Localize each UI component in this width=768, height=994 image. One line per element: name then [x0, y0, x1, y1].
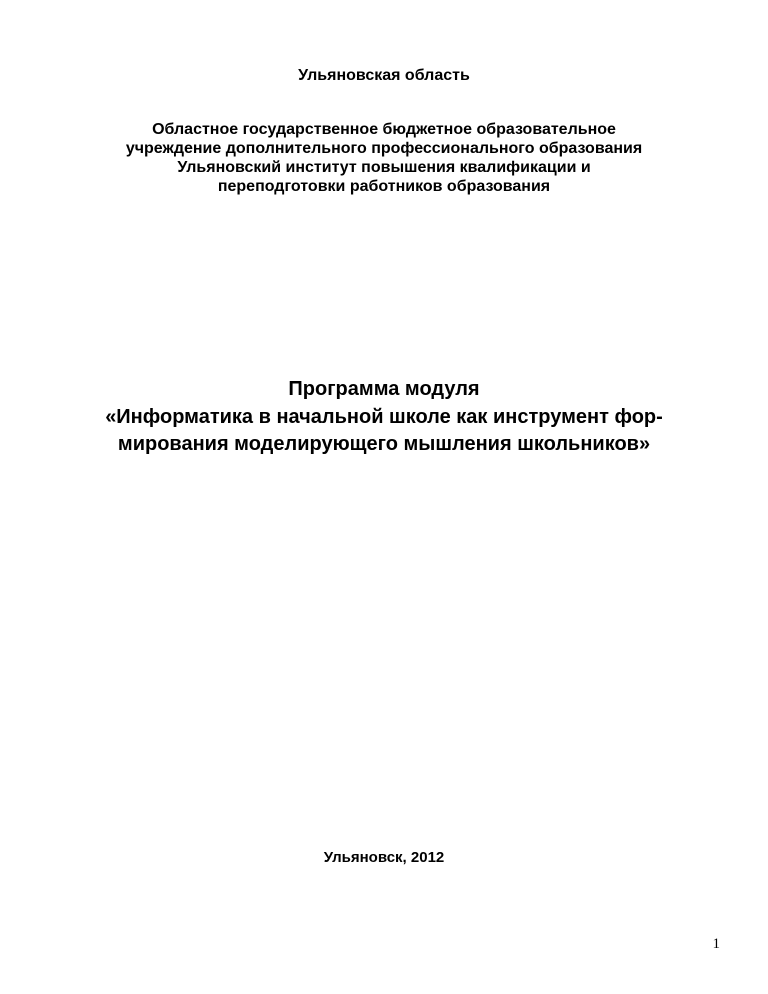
- institution-name: [84, 120, 684, 196]
- institution-line: Ульяновский институт повышения квалификации и: [177, 159, 591, 176]
- city-year: Ульяновск, 2012: [323, 849, 445, 866]
- region-title: Ульяновская область: [298, 67, 470, 84]
- program-heading: Программа модуля: [288, 378, 480, 400]
- program-block: [104, 376, 664, 458]
- institution-line: переподготовки работников образования: [217, 178, 551, 195]
- program-title-line: мирования моделирующего мышления школьников»: [117, 433, 651, 455]
- page-number: 1: [712, 936, 720, 952]
- institution-line: Областное государственное бюджетное образовательное: [152, 121, 616, 138]
- program-title-line: «Информатика в начальной школе как инструмент фор-: [105, 406, 663, 428]
- institution-line: учреждение дополнительного профессионального образования: [125, 140, 643, 157]
